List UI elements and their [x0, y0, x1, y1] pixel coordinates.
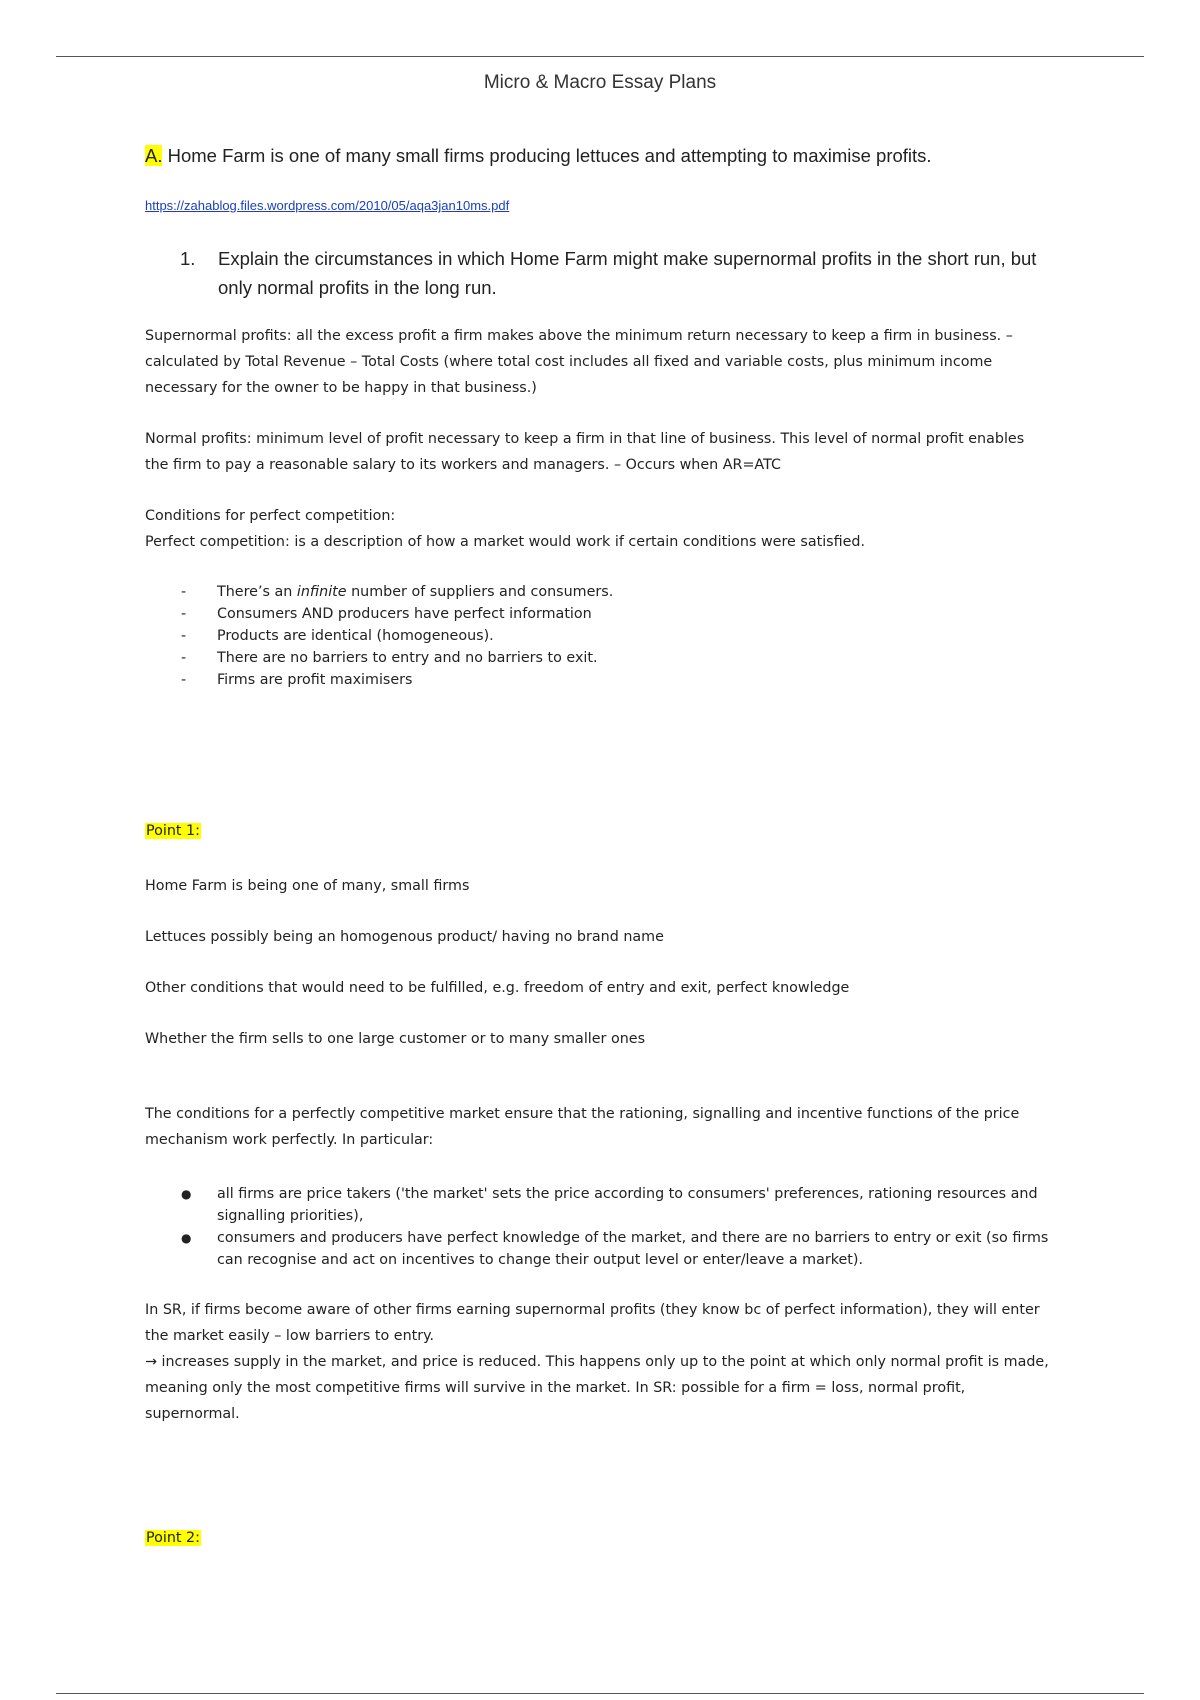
normal-definition: Normal profits: minimum level of profit necessary to keep a firm in that line of business. This level of normal profit enables the firm to pay a reasonable salary to its workers and managers. – Occurs when AR=ATC [145, 431, 1025, 473]
source-link[interactable]: https://zahablog.files.wordpress.com/2010/05/aqa3jan10ms.pdf [145, 198, 510, 213]
point-1-item: Other conditions that would need to be fulfilled, e.g. freedom of entry and exit, perfect knowledge [145, 980, 850, 996]
point-1-label: Point 1: [146, 823, 200, 839]
list-item: - Products are identical (homogeneous). [145, 625, 1050, 647]
question-1-number: 1. [180, 248, 196, 269]
conditions-heading: Conditions for perfect competition: [145, 508, 396, 524]
list-item: ● all firms are price takers ('the market' sets the price according to consumers' preferences, rationing resources and signalling priorities), [145, 1183, 1050, 1227]
conditions-list [145, 581, 1050, 691]
point-1-item: Lettuces possibly being an homogenous product/ having no brand name [145, 929, 664, 945]
question-1-text: Explain the circumstances in which Home Farm might make supernormal profits in the short run, but only normal profits in the long run. [218, 248, 1037, 298]
dash-marker: - [181, 650, 187, 666]
perfect-competition-definition: Perfect competition: is a description of how a market would work if certain conditions were satisfied. [145, 534, 866, 550]
point-2-label: Point 2: [146, 1530, 200, 1546]
list-item: - Firms are profit maximisers [145, 669, 1050, 691]
price-mechanism-bullets [145, 1183, 1050, 1271]
list-item: - There’s an infinite number of suppliers and consumers. [145, 581, 1050, 603]
list-item: - There are no barriers to entry and no barriers to exit. [145, 647, 1050, 669]
point-1-item: Whether the firm sells to one large customer or to many smaller ones [145, 1031, 646, 1047]
question-1 [180, 244, 1060, 302]
bullet-marker: ● [181, 1231, 192, 1245]
dash-marker: - [181, 672, 187, 688]
footer-rule [56, 1693, 1144, 1694]
document-title: Micro & Macro Essay Plans [483, 72, 717, 93]
short-run-paragraph [145, 1297, 1050, 1427]
question-a-label: A. [145, 145, 163, 166]
question-a-text: Home Farm is one of many small firms producing lettuces and attempting to maximise profits. [167, 145, 932, 166]
point-1-item: Home Farm is being one of many, small firms [145, 878, 470, 894]
question-a [145, 145, 1050, 167]
header-rule [56, 56, 1144, 57]
list-item: ● consumers and producers have perfect knowledge of the market, and there are no barriers to entry or exit (so firms can recognise and act on incentives to change their output level or enter/leave a market). [145, 1227, 1050, 1271]
dash-marker: - [181, 606, 187, 622]
bullet-marker: ● [181, 1187, 192, 1201]
list-item: - Consumers AND producers have perfect information [145, 603, 1050, 625]
short-run-consequence: → increases supply in the market, and price is reduced. This happens only up to the point at which only normal profit is made, meaning only the most competitive firms will survive in the market. In SR: possible for a firm = loss, normal profit, supernormal. [145, 1354, 1049, 1422]
price-mechanism-paragraph: The conditions for a perfectly competitive market ensure that the rationing, signalling and incentive functions of the price mechanism work perfectly. In particular: [145, 1106, 1020, 1148]
dash-marker: - [181, 628, 187, 644]
dash-marker: - [181, 584, 187, 600]
short-run-text: In SR, if firms become aware of other firms earning supernormal profits (they know bc of perfect information), they will enter the market easily – low barriers to entry. [145, 1302, 1040, 1344]
supernormal-definition: Supernormal profits: all the excess profit a firm makes above the minimum return necessary to keep a firm in business. – calculated by Total Revenue – Total Costs (where total cost includes all fixed and variable costs, plus minimum income necessary for the owner to be happy in that business.) [145, 328, 1013, 396]
